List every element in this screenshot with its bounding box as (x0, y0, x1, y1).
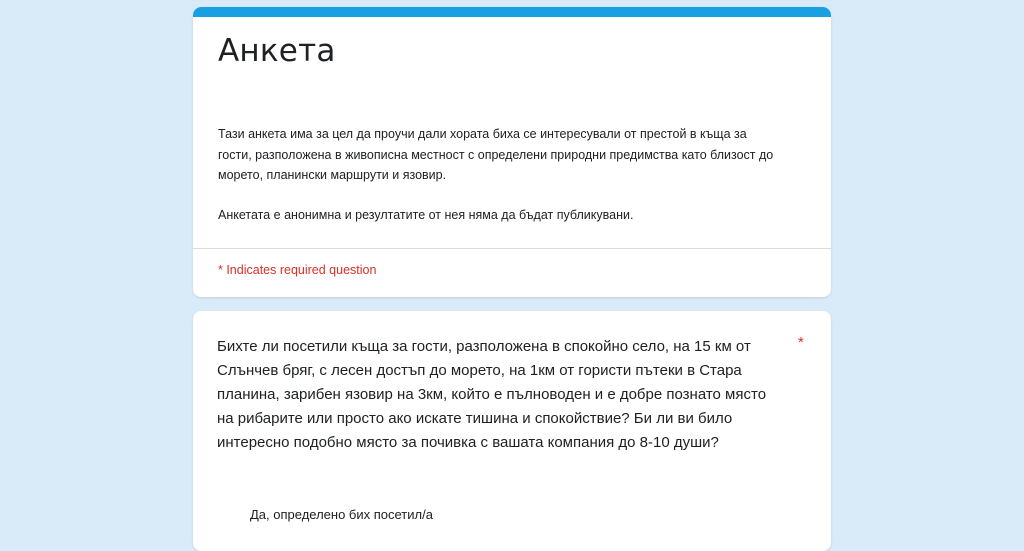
required-question-note: * Indicates required question (218, 263, 377, 277)
form-title: Анкета (218, 33, 336, 69)
form-description-paragraph: Тази анкета има за цел да проучи дали хората биха се интересували от престой в къща за гости, разположена в живописна местност с определени природни предимства като близост до морето, планински маршрути и язовир. (218, 127, 774, 182)
accent-bar (193, 7, 831, 17)
question-card (193, 311, 831, 551)
form-description-anonymity-note: Анкетата е анонимна и резултатите от нея няма да бъдат публикувани. (218, 208, 634, 222)
answer-option[interactable]: Да, определено бих посетил/а (250, 507, 433, 522)
divider (193, 248, 831, 249)
question-text: Бихте ли посетили къща за гости, разположена в спокойно село, на 15 км от Слънчев бряг, с лесен достъп до морето, на 1км от гористи пътеки в Стара планина, зарибен язовир на 3км, който е пълноводен и е добре познато място на рибарите или просто ако искате тишина и спокойствие? Би ли ви било интересно подобно място за почивка с вашата компания до 8-10 души? (217, 338, 767, 451)
required-asterisk: * (798, 334, 804, 351)
form-header-card (193, 7, 831, 297)
